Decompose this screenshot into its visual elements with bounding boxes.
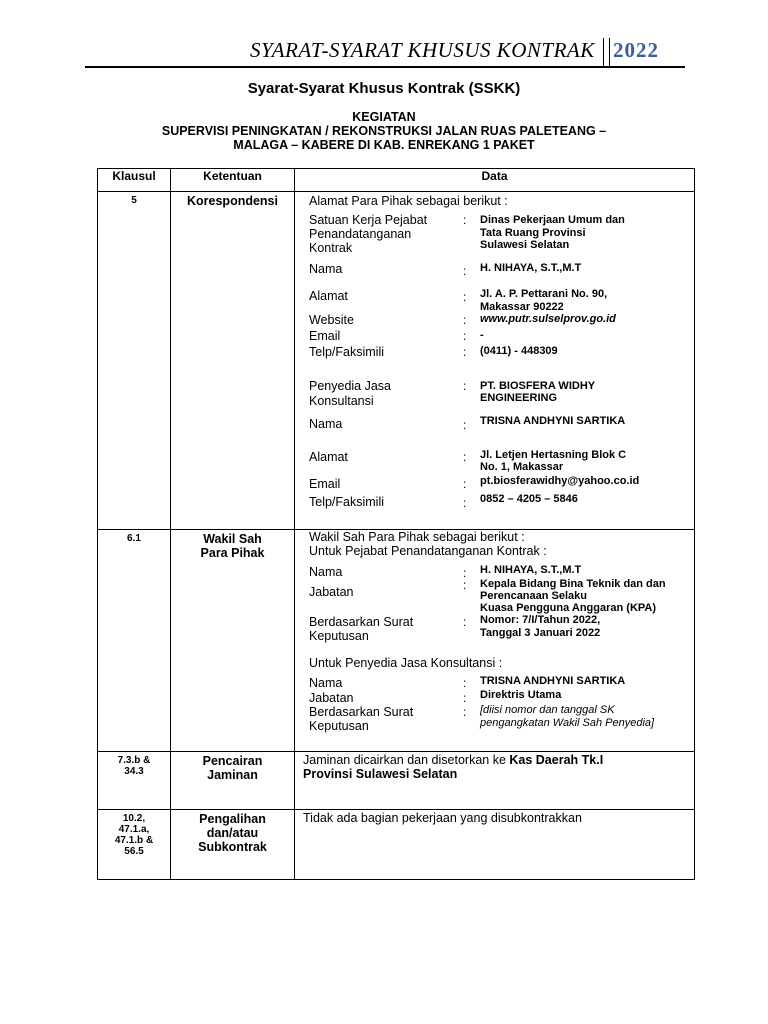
pencairan-text-normal: Jaminan dicairkan dan disetorkan ke	[303, 753, 510, 767]
nama2-value: TRISNA ANDHYNI SARTIKA	[480, 415, 626, 427]
penyedia-value-2: ENGINEERING	[480, 392, 558, 404]
header-title: SYARAT-SYARAT KHUSUS KONTRAK	[250, 38, 595, 62]
data-cell	[295, 192, 695, 530]
klausul-line: 34.3	[124, 766, 144, 777]
ketentuan-line: Pengalihan	[199, 812, 266, 826]
colon: :	[463, 329, 467, 343]
sk2-label-1: Berdasarkan Surat	[309, 705, 414, 719]
klausul-cell	[98, 752, 171, 810]
jabatan-value-3: Kuasa Pengguna Anggaran (KPA)	[480, 602, 657, 614]
table-row	[98, 192, 695, 530]
colon: :	[463, 566, 467, 580]
colon: :	[463, 705, 467, 719]
subkontrak-text: Tidak ada bagian pekerjaan yang disubkontrakkan	[303, 811, 582, 825]
colon: :	[463, 264, 467, 278]
nama-value: H. NIHAYA, S.T.,M.T	[480, 262, 582, 274]
sk-label-2: Keputusan	[309, 629, 369, 643]
telp2-value: 0852 – 4205 – 5846	[480, 493, 578, 505]
sk2-value-2: pengangkatan Wakil Sah Penyedia]	[480, 717, 655, 729]
header-ketentuan: Ketentuan	[171, 169, 295, 192]
row2-intro-2: Untuk Pejabat Penandatanganan Kontrak :	[309, 544, 547, 558]
pencairan-text-bold: Kas Daerah Tk.I	[509, 753, 604, 767]
colon: :	[463, 345, 467, 359]
sk-value-1: Nomor: 7/I/Tahun 2022,	[480, 614, 601, 626]
satker-label-2: Penandatanganan	[309, 227, 412, 241]
header-year: 2022	[613, 38, 659, 62]
klausul-line: 7.3.b &	[117, 755, 151, 766]
kegiatan-line-2: MALAGA – KABERE DI KAB. ENREKANG 1 PAKET	[233, 138, 535, 152]
satker-value-3: Sulawesi Selatan	[480, 239, 570, 251]
klausul-cell	[98, 810, 171, 880]
klausul-line: 56.5	[124, 846, 144, 857]
ketentuan-cell	[171, 530, 295, 752]
alamat2-label: Alamat	[309, 450, 348, 464]
colon: :	[463, 379, 467, 393]
table-header-row	[98, 169, 695, 192]
email-label: Email	[309, 329, 341, 343]
colon: :	[463, 313, 467, 327]
telp-value: (0411) - 448309	[480, 345, 558, 357]
satker-value-1: Dinas Pekerjaan Umum dan	[480, 214, 625, 226]
jabatan-value-2: Perencanaan Selaku	[480, 590, 588, 602]
header-rule	[85, 66, 685, 68]
ketentuan-line: Subkontrak	[198, 840, 267, 854]
nama-value: H. NIHAYA, S.T.,M.T	[480, 564, 582, 576]
colon: :	[463, 615, 467, 629]
header-data: Data	[295, 169, 695, 192]
satker-value-2: Tata Ruang Provinsi	[480, 227, 586, 239]
klausul-line: 10.2,	[122, 813, 146, 824]
klausul-cell: 6.1	[98, 530, 171, 752]
jabatan2-label: Jabatan	[309, 691, 354, 705]
ketentuan-line: Wakil Sah	[203, 532, 262, 546]
data-cell	[295, 530, 695, 752]
colon: :	[463, 477, 467, 491]
sskk-table	[97, 168, 695, 880]
nama-label: Nama	[309, 262, 343, 276]
jabatan2-value: Direktris Utama	[480, 689, 562, 701]
ketentuan-cell	[171, 752, 295, 810]
header-klausul: Klausul	[98, 169, 171, 192]
ketentuan-line: Jaminan	[207, 768, 258, 782]
klausul-cell: 5	[98, 192, 171, 530]
klausul-line: 47.1.b &	[114, 835, 154, 846]
ketentuan-line: Pencairan	[202, 754, 263, 768]
document-title: Syarat-Syarat Khusus Kontrak (SSKK)	[247, 80, 521, 97]
colon: :	[463, 418, 467, 432]
colon: :	[463, 578, 467, 592]
kegiatan-label: KEGIATAN	[352, 110, 416, 124]
pencairan-text-1	[303, 753, 603, 767]
website-label: Website	[309, 313, 354, 327]
table-row	[98, 752, 695, 810]
row2-intro-1: Wakil Sah Para Pihak sebagai berikut :	[309, 530, 525, 544]
colon: :	[463, 213, 467, 227]
alamat-value-2: Makassar 90222	[480, 301, 564, 313]
sk2-label-2: Keputusan	[309, 719, 369, 733]
jabatan-label: Jabatan	[309, 585, 354, 599]
table-row	[98, 530, 695, 752]
kegiatan-line-1: SUPERVISI PENINGKATAN / REKONSTRUKSI JALAN RUAS PALETEANG –	[161, 124, 607, 138]
penyedia-label-2: Konsultansi	[309, 394, 374, 408]
nama-label: Nama	[309, 565, 343, 579]
nama2-label: Nama	[309, 417, 343, 431]
jabatan-value-1: Kepala Bidang Bina Teknik dan dan	[480, 578, 666, 590]
email-value: -	[480, 329, 484, 341]
telp2-label: Telp/Faksimili	[309, 495, 385, 509]
data-cell	[295, 810, 695, 880]
data-cell	[295, 752, 695, 810]
satker-label-1: Satuan Kerja Pejabat	[309, 213, 428, 227]
colon: :	[463, 496, 467, 510]
sk-label-1: Berdasarkan Surat	[309, 615, 414, 629]
alamat-label: Alamat	[309, 289, 348, 303]
header-separator	[603, 38, 610, 66]
penyedia-value-1: PT. BIOSFERA WIDHY	[480, 380, 596, 392]
sk2-value-1: [diisi nomor dan tanggal SK	[480, 704, 615, 716]
table-row	[98, 810, 695, 880]
ketentuan-line: dan/atau	[206, 826, 259, 840]
ketentuan-cell	[171, 810, 295, 880]
row2-intro-3: Untuk Penyedia Jasa Konsultansi :	[309, 656, 503, 670]
pencairan-text-2: Provinsi Sulawesi Selatan	[303, 767, 458, 781]
alamat-value-1: Jl. A. P. Pettarani No. 90,	[480, 288, 608, 300]
website-value: www.putr.sulselprov.go.id	[480, 313, 616, 325]
alamat2-value-2: No. 1, Makassar	[480, 461, 564, 473]
telp-label: Telp/Faksimili	[309, 345, 385, 359]
ketentuan-line: Para Pihak	[200, 546, 265, 560]
penyedia-label-1: Penyedia Jasa	[309, 379, 392, 393]
sk-value-2: Tanggal 3 Januari 2022	[480, 627, 601, 639]
row1-intro: Alamat Para Pihak sebagai berikut :	[309, 194, 508, 208]
email2-label: Email	[309, 477, 341, 491]
alamat2-value-1: Jl. Letjen Hertasning Blok C	[480, 449, 627, 461]
colon: :	[463, 450, 467, 464]
colon: :	[463, 691, 467, 705]
ketentuan-cell: Korespondensi	[171, 192, 295, 530]
nama2-value: TRISNA ANDHYNI SARTIKA	[480, 675, 626, 687]
colon: :	[463, 676, 467, 690]
klausul-line: 47.1.a,	[118, 824, 150, 835]
nama2-label: Nama	[309, 676, 343, 690]
colon: :	[463, 290, 467, 304]
email2-value: pt.biosferawidhy@yahoo.co.id	[480, 475, 640, 487]
satker-label-3: Kontrak	[309, 241, 353, 255]
